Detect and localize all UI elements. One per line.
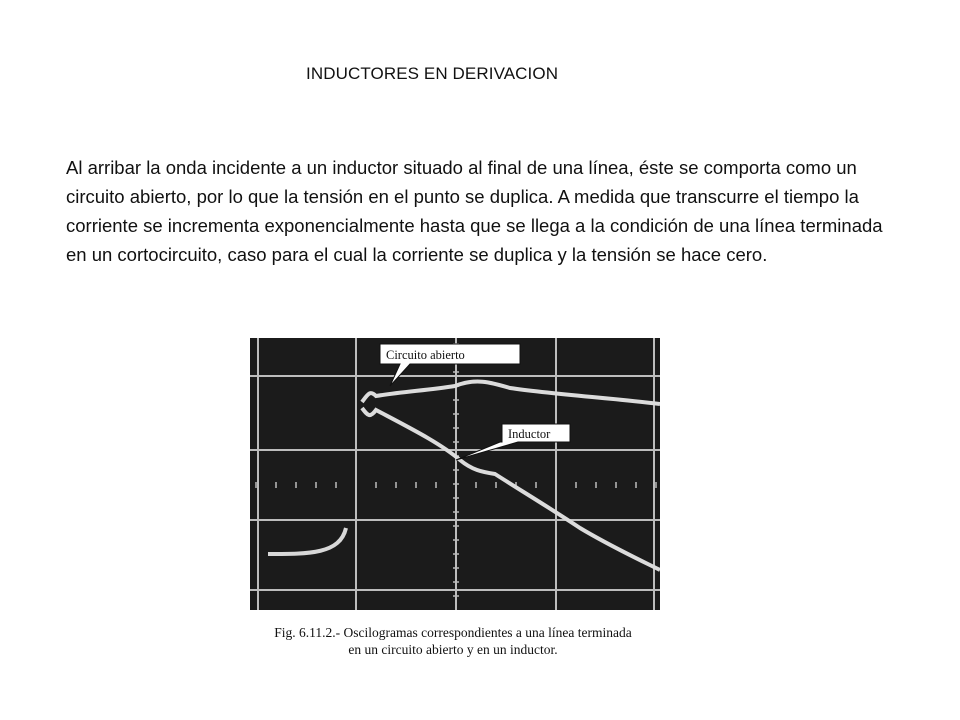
oscillogram-image: [250, 338, 660, 610]
callout-circuito-abierto-label: Circuito abierto: [386, 348, 465, 362]
figure-caption: [233, 624, 673, 658]
page-title: INDUCTORES EN DERIVACION: [306, 64, 559, 83]
caption-line-2: en un circuito abierto y en un inductor.: [348, 642, 558, 657]
caption-line-1: Fig. 6.11.2.- Oscilogramas correspondientes a una línea terminada: [274, 625, 632, 640]
callout-inductor-label: Inductor: [508, 427, 551, 441]
body-paragraph: Al arribar la onda incidente a un inductor situado al final de una línea, éste se comporta como un circuito abierto, por lo que la tensión en el punto se duplica. A medida que transcurre el tiempo la corriente se incrementa exponencialmente hasta que se llega a la condición de una línea terminada en un cortocircuito, caso para el cual la corriente se duplica y la tensión se hace cero.: [66, 157, 883, 265]
